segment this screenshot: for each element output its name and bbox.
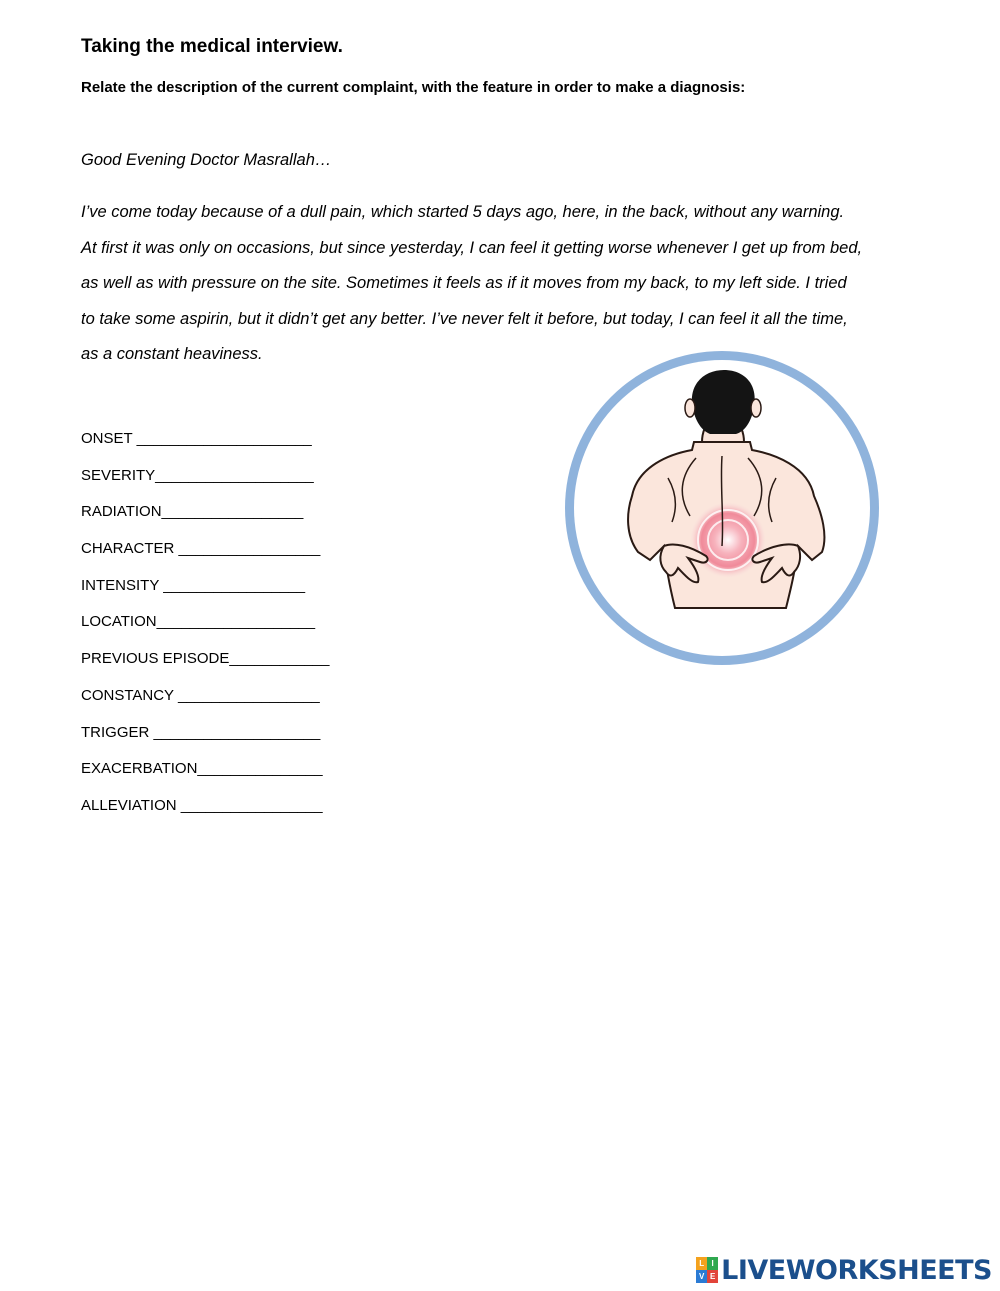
liveworksheets-brand	[696, 1252, 992, 1288]
complaint-line: At first it was only on occasions, but since yesterday, I can feel it getting worse whenever I get up from bed,	[81, 238, 863, 257]
feature-onset[interactable]: ONSET _____________________	[81, 430, 312, 447]
back-pain-illustration	[560, 346, 886, 670]
complaint-line: to take some aspirin, but it didn’t get any better. I’ve never felt it before, but today, I can feel it all the time,	[81, 309, 848, 328]
logo-letter: I	[707, 1257, 718, 1270]
feature-trigger[interactable]: TRIGGER ____________________	[81, 723, 321, 741]
feature-intensity[interactable]: INTENSITY _________________	[81, 576, 306, 594]
head	[692, 370, 755, 434]
feature-alleviation[interactable]: ALLEVIATION _________________	[81, 796, 323, 814]
logo-letter: V	[696, 1270, 707, 1283]
feature-location[interactable]: LOCATION___________________	[81, 613, 316, 631]
complaint-line: I’ve come today because of a dull pain, which started 5 days ago, here, in the back, without any warning.	[81, 203, 845, 221]
complaint-line: as well as with pressure on the site. Sometimes it feels as if it moves from my back, to my left side. I tried	[81, 274, 847, 292]
feature-exacerbation[interactable]: EXACERBATION_______________	[81, 760, 323, 778]
feature-character[interactable]: CHARACTER _________________	[81, 540, 321, 558]
brand-name: LIVEWORKSHEETS	[721, 1254, 992, 1286]
worksheet-title: Taking the medical interview.	[81, 36, 343, 57]
feature-radiation[interactable]: RADIATION_________________	[81, 503, 304, 521]
logo-letter: E	[707, 1270, 718, 1283]
pain-spot	[690, 502, 766, 578]
complaint-line: as a constant heaviness.	[81, 345, 263, 363]
patient-greeting: Good Evening Doctor Masrallah…	[81, 151, 332, 169]
feature-constancy[interactable]: CONSTANCY _________________	[81, 686, 320, 704]
feature-list	[81, 428, 329, 832]
worksheet-instruction: Relate the description of the current complaint, with the feature in order to make a diagnosis:	[81, 79, 746, 96]
brand-logo-mark	[696, 1257, 718, 1283]
back-pain-icon	[560, 346, 886, 670]
feature-severity[interactable]: SEVERITY___________________	[81, 466, 314, 484]
logo-letter: L	[696, 1257, 707, 1270]
feature-previous-episode[interactable]: PREVIOUS EPISODE____________	[81, 650, 330, 668]
